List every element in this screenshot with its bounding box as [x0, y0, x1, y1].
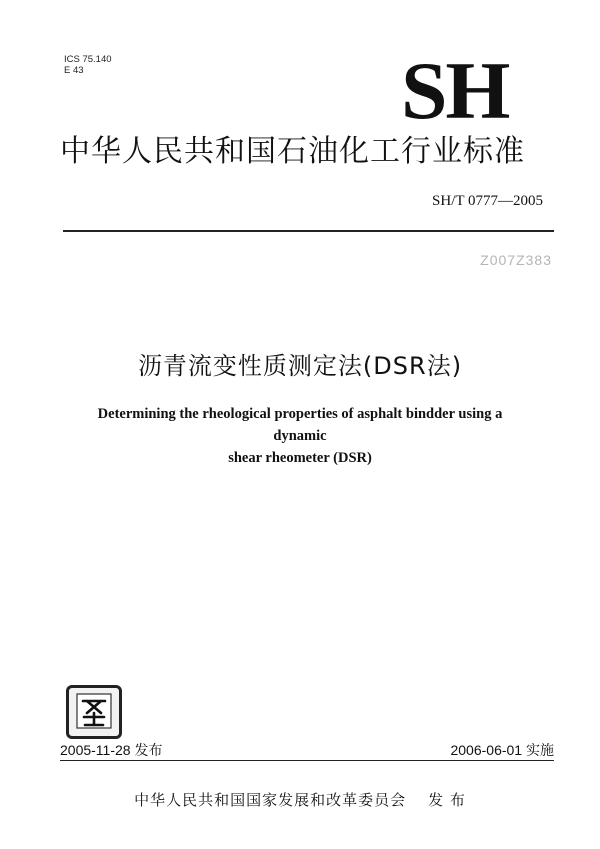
ics-code: ICS 75.140: [64, 54, 112, 65]
footer-divider: [60, 760, 554, 761]
publisher-seal-icon: [66, 685, 122, 739]
classification-codes: [64, 54, 112, 76]
implement-date: 2006-06-01 实施: [450, 742, 554, 758]
issuer-action: 发 布: [428, 791, 466, 809]
standard-number: SH/T 0777—2005: [432, 193, 543, 209]
english-title: [70, 403, 530, 469]
issuer-name: 中华人民共和国国家发展和改革委员会: [134, 791, 407, 809]
publish-date: 2005-11-28 发布: [60, 742, 163, 758]
sh-logo: SH: [400, 45, 509, 136]
seal-glyph-icon: [75, 692, 113, 730]
english-title-line1: Determining the rheological properties of asphalt bindder using a dynamic: [97, 406, 503, 444]
class-code: E 43: [64, 65, 84, 76]
chinese-title: 沥青流变性质测定法(DSR法): [137, 352, 463, 380]
org-title: 中华人民共和国石油化工行业标准: [60, 134, 525, 169]
issuer-line: [0, 789, 600, 810]
header-divider: [63, 230, 554, 232]
english-title-line2: shear rheometer (DSR): [228, 450, 372, 466]
archive-stamp-number: Z007Z383: [480, 252, 552, 268]
